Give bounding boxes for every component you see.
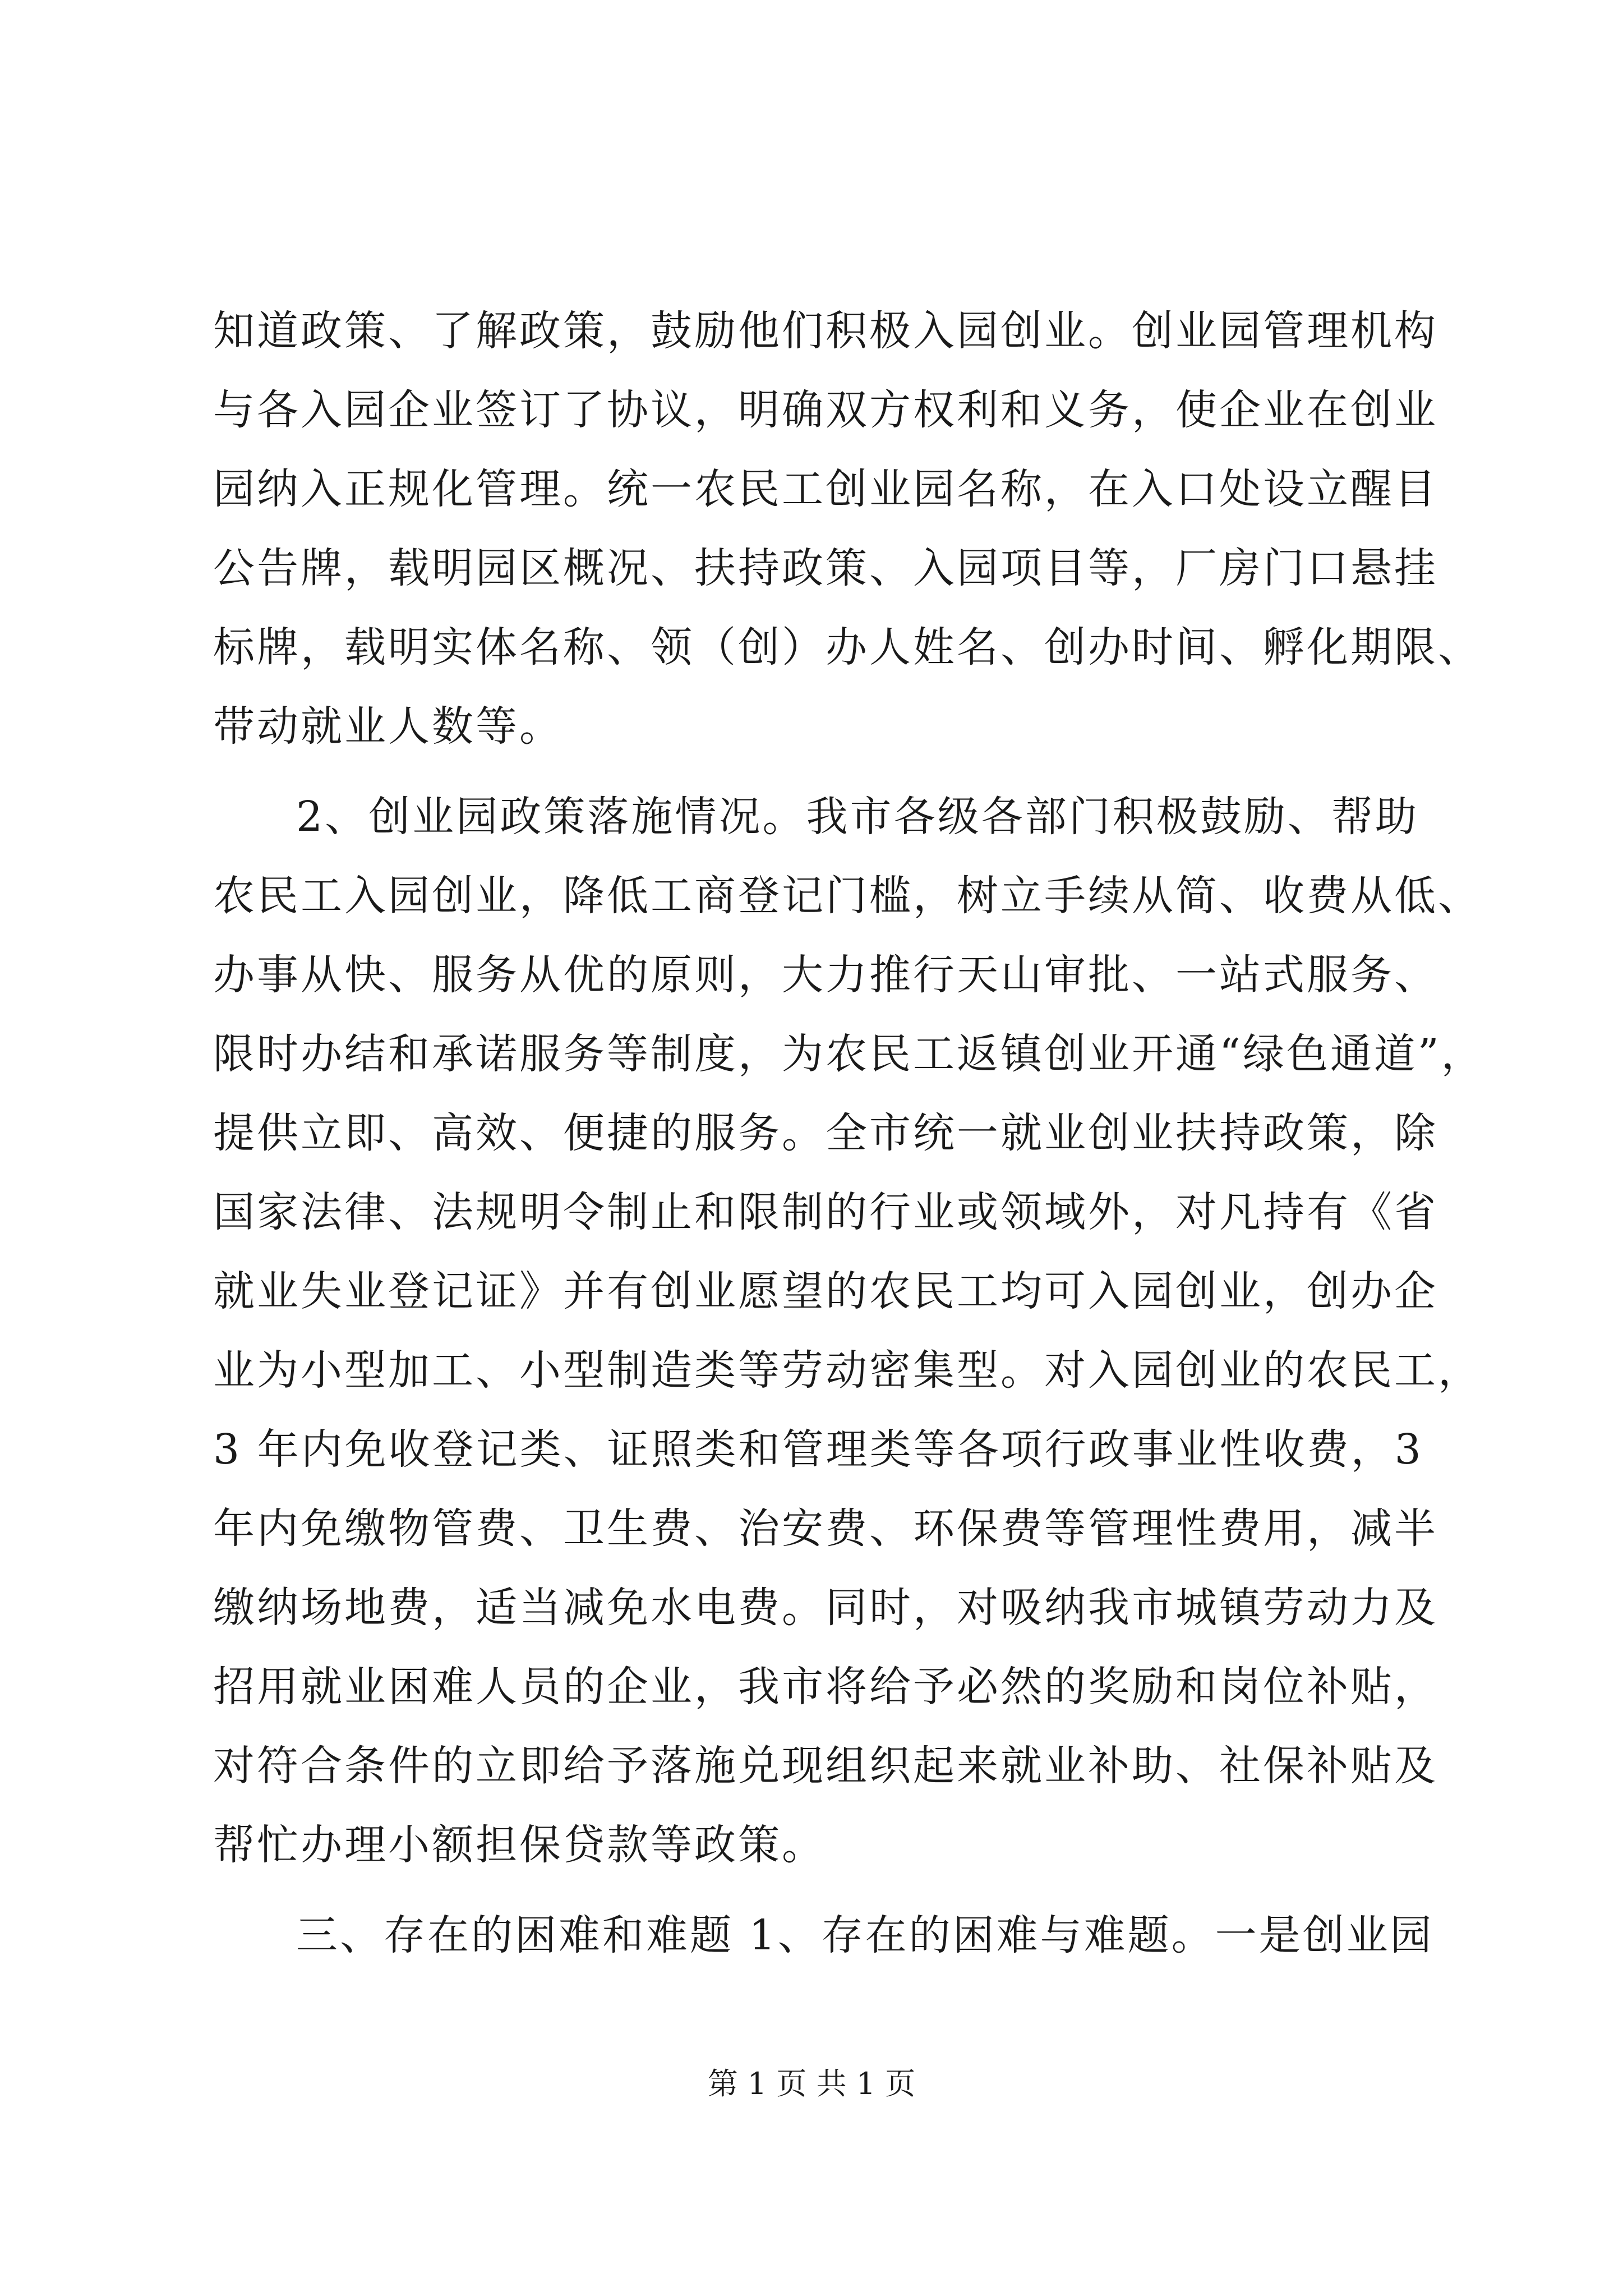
text-line: 园纳入正规化管理。统一农民工创业园名称，在入口处设立醒目 [213, 465, 1438, 513]
document-body [213, 292, 1485, 1975]
text-line: 知道政策、了解政策，鼓励他们积极入园创业。创业园管理机构 [213, 307, 1438, 355]
text-line: 缴纳场地费，适当减免水电费。同时，对吸纳我市城镇劳动力及 [213, 1584, 1438, 1632]
text-line: 招用就业困难人员的企业，我市将给予必然的奖励和岗位补贴， [213, 1663, 1438, 1711]
text-line: 办事从快、服务从优的原则，大力推行天山审批、一站式服务、 [213, 951, 1438, 999]
text-line: 与各入园企业签订了协议，明确双方权利和义务，使企业在创业 [213, 386, 1438, 434]
paragraph [213, 777, 1485, 1885]
text-line: 农民工入园创业，降低工商登记门槛，树立手续从简、收费从低、 [213, 872, 1482, 920]
text-line: 帮忙办理小额担保贷款等政策。 [213, 1821, 826, 1869]
text-line: 提供立即、高效、便捷的服务。全市统一就业创业扶持政策，除 [213, 1109, 1438, 1157]
text-line: 对符合条件的立即给予落施兑现组织起来就业补助、社保补贴及 [213, 1742, 1438, 1790]
text-line: 限时办结和承诺服务等制度，为农民工返镇创业开通“绿色通道”， [213, 1030, 1485, 1078]
paragraph [213, 292, 1482, 766]
text-line: 标牌，载明实体名称、领（创）办人姓名、创办时间、孵化期限、 [213, 623, 1482, 671]
text-line: 就业失业登记证》并有创业愿望的农民工均可入园创业，创办企 [213, 1267, 1438, 1315]
text-line: 年内免缴物管费、卫生费、治安费、环保费等管理性费用，减半 [213, 1504, 1438, 1553]
page-number: 第 1 页 共 1 页 [707, 2066, 916, 2101]
text-line: 国家法律、法规明令制止和限制的行业或领域外，对凡持有《省 [213, 1188, 1438, 1236]
paragraph [213, 1896, 1434, 1975]
text-line: 三、存在的困难和难题 1、存在的困难与难题。一是创业园 [296, 1911, 1434, 1959]
text-line: 3 年内免收登记类、证照类和管理类等各项行政事业性收费，3 [213, 1425, 1423, 1474]
page-footer [0, 2064, 1623, 2104]
text-line: 业为小型加工、小型制造类等劳动密集型。对入园创业的农民工， [213, 1346, 1482, 1395]
text-line: 2、创业园政策落施情况。我市各级各部门积极鼓励、帮助 [296, 793, 1419, 841]
text-line: 公告牌，载明园区概况、扶持政策、入园项目等，厂房门口悬挂 [213, 544, 1438, 592]
text-line: 带动就业人数等。 [213, 702, 563, 751]
